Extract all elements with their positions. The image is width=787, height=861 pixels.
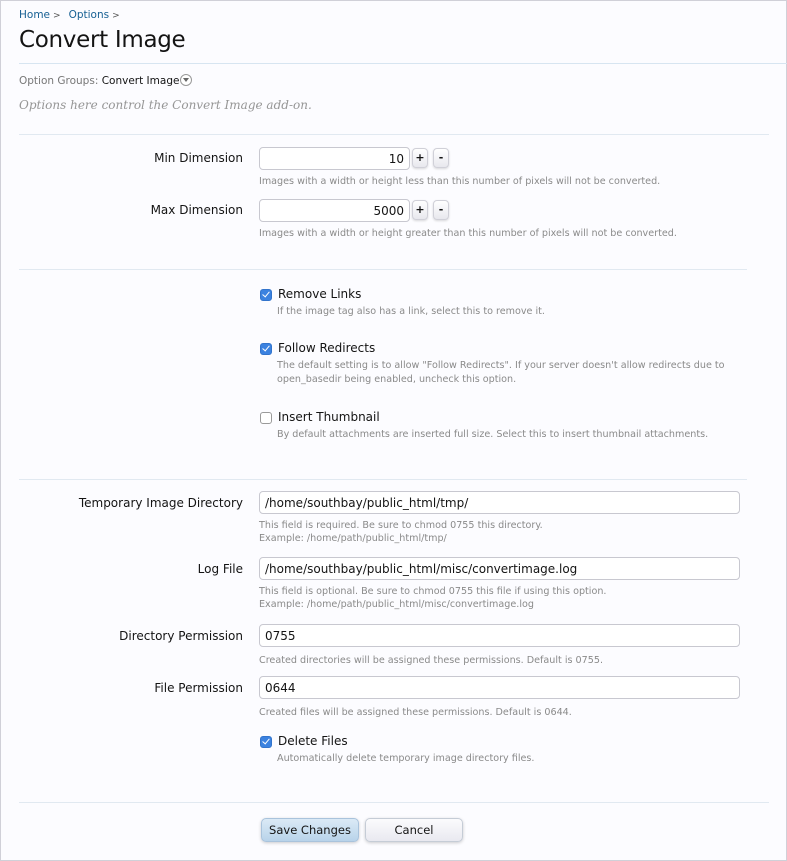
follow-redirects-hint: The default setting is to allow "Follow Redirects". If your server doesn't allow redirects due to open_basedir being enabled, uncheck this option. [277,360,725,385]
log-file-label: Log File [197,562,243,576]
breadcrumb-options[interactable]: Options [68,9,110,21]
remove-links-hint: If the image tag also has a link, select this to remove it. [277,306,545,317]
file-permission-label: File Permission [154,681,243,695]
breadcrumb-separator: > [112,11,120,21]
option-groups [19,74,192,87]
insert-thumbnail-label[interactable]: Insert Thumbnail [278,410,380,424]
min-dimension-minus-button[interactable]: - [433,148,449,168]
temp-dir-input[interactable]: /home/southbay/public_html/tmp/ [259,491,740,514]
file-permission-hint: Created files will be assigned these permissions. Default is 0644. [259,707,572,718]
dir-permission-label: Directory Permission [119,629,243,643]
remove-links-checkbox[interactable] [260,289,272,301]
min-dimension-plus-button[interactable]: + [412,148,428,168]
follow-redirects-label[interactable]: Follow Redirects [278,341,376,355]
delete-files-checkbox[interactable] [260,736,272,748]
section-divider [19,269,747,270]
section-divider [19,479,747,480]
section-divider [19,134,769,135]
max-dimension-minus-button[interactable]: - [433,200,449,220]
log-file-hint-line1: This field is optional. Be sure to chmod 0755 this file if using this option. [259,586,607,597]
temp-dir-hint [259,519,543,545]
temp-dir-hint-line1: This field is required. Be sure to chmod 0755 this directory. [259,520,543,531]
max-dimension-input[interactable]: 5000 [259,199,410,222]
breadcrumb [19,9,128,21]
log-file-hint [259,585,606,611]
save-changes-button[interactable]: Save Changes [261,818,359,842]
title-divider [19,63,787,64]
option-groups-label: Option Groups: [19,75,99,87]
option-groups-value[interactable]: Convert Image [101,75,180,87]
insert-thumbnail-hint: By default attachments are inserted full size. Select this to insert thumbnail attachments. [277,429,709,440]
min-dimension-hint: Images with a width or height less than this number of pixels will not be converted. [259,176,661,187]
breadcrumb-home[interactable]: Home [19,9,51,21]
min-dimension-label: Min Dimension [154,151,243,165]
chevron-down-icon[interactable] [180,74,192,86]
max-dimension-label: Max Dimension [150,203,243,217]
min-dimension-input[interactable]: 10 [259,147,410,170]
log-file-hint-line2: Example: /home/path/public_html/misc/convertimage.log [259,599,534,610]
dir-permission-input[interactable]: 0755 [259,624,740,647]
cancel-button[interactable]: Cancel [365,818,463,842]
insert-thumbnail-checkbox[interactable] [260,412,272,424]
page-description: Options here control the Convert Image add-on. [19,98,312,112]
breadcrumb-separator: > [53,11,61,21]
delete-files-label[interactable]: Delete Files [278,734,348,748]
max-dimension-hint: Images with a width or height greater than this number of pixels will not be converted. [259,228,677,239]
max-dimension-plus-button[interactable]: + [412,200,428,220]
file-permission-input[interactable]: 0644 [259,676,740,699]
log-file-input[interactable]: /home/southbay/public_html/misc/convertimage.log [259,557,740,580]
dir-permission-hint: Created directories will be assigned these permissions. Default is 0755. [259,655,604,666]
follow-redirects-checkbox[interactable] [260,343,272,355]
temp-dir-label: Temporary Image Directory [78,496,243,510]
remove-links-label[interactable]: Remove Links [278,287,362,301]
section-divider [19,802,769,803]
temp-dir-hint-line2: Example: /home/path/public_html/tmp/ [259,533,447,544]
page-title: Convert Image [19,27,186,53]
delete-files-hint: Automatically delete temporary image directory files. [277,753,535,764]
